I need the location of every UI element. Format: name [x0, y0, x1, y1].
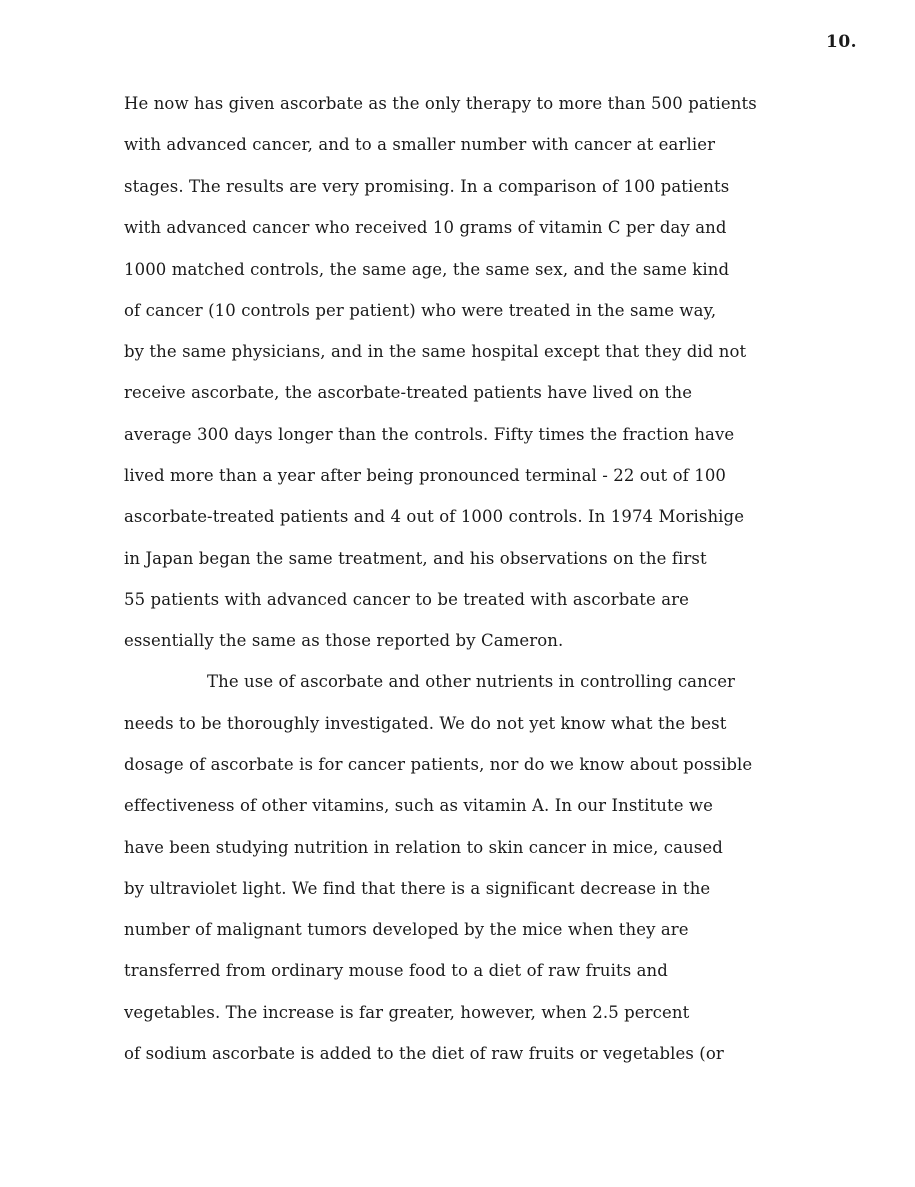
- text-line: of cancer (10 controls per patient) who were treated in the same way,: [124, 301, 717, 320]
- text-line: 1000 matched controls, the same age, the same sex, and the same kind: [124, 260, 730, 279]
- text-line: of sodium ascorbate is added to the diet of raw fruits or vegetables (or: [124, 1044, 724, 1063]
- text-line: 55 patients with advanced cancer to be treated with ascorbate are: [124, 590, 690, 609]
- text-line: have been studying nutrition in relation to skin cancer in mice, caused: [124, 838, 723, 857]
- text-line: by the same physicians, and in the same hospital except that they did not: [124, 342, 747, 361]
- text-line: effectiveness of other vitamins, such as vitamin A. In our Institute we: [124, 796, 714, 815]
- text-line: average 300 days longer than the controls. Fifty times the fraction have: [124, 425, 735, 444]
- text-line: vegetables. The increase is far greater, however, when 2.5 percent: [124, 1003, 690, 1022]
- text-line: stages. The results are very promising. In a comparison of 100 patients: [124, 177, 730, 196]
- text-line: ascorbate-treated patients and 4 out of 1000 controls. In 1974 Morishige: [124, 507, 745, 526]
- text-line: lived more than a year after being pronounced terminal - 22 out of 100: [124, 466, 727, 485]
- text-line: dosage of ascorbate is for cancer patients, nor do we know about possible: [124, 755, 753, 774]
- text-line: number of malignant tumors developed by the mice when they are: [124, 920, 689, 939]
- text-line: needs to be thoroughly investigated. We do not yet know what the best: [124, 714, 727, 733]
- text-line: transferred from ordinary mouse food to a diet of raw fruits and: [124, 961, 668, 980]
- text-line: The use of ascorbate and other nutrients in controlling cancer: [207, 672, 736, 691]
- page-number: 10.: [826, 32, 858, 52]
- text-line: by ultraviolet light. We find that there is a significant decrease in the: [124, 879, 711, 898]
- text-line: essentially the same as those reported by Cameron.: [124, 631, 564, 650]
- text-line: in Japan began the same treatment, and his observations on the first: [124, 549, 707, 568]
- text-line: with advanced cancer, and to a smaller number with cancer at earlier: [124, 135, 716, 154]
- text-line: He now has given ascorbate as the only therapy to more than 500 patients: [124, 94, 757, 113]
- text-line: with advanced cancer who received 10 grams of vitamin C per day and: [124, 218, 727, 237]
- text-line: receive ascorbate, the ascorbate-treated patients have lived on the: [124, 383, 693, 402]
